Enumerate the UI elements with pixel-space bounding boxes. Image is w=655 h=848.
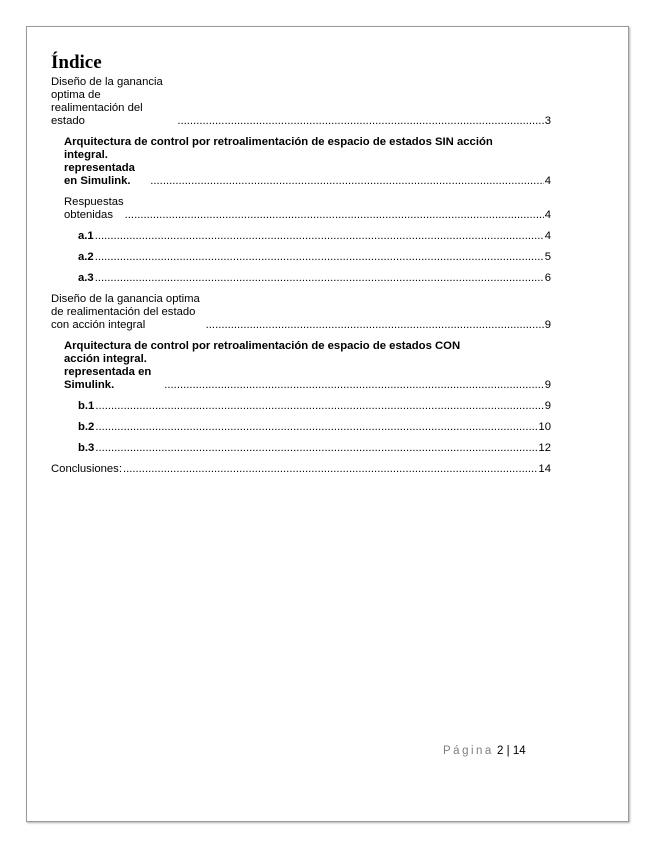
toc-entry-a2[interactable]	[51, 251, 551, 264]
page-footer	[443, 745, 526, 757]
toc-entry-a1[interactable]	[51, 230, 551, 243]
toc-title: Índice	[51, 52, 102, 73]
toc-entry-page: 12	[538, 442, 551, 454]
toc-leader-dots	[95, 442, 537, 455]
toc-entry-arquitectura-con[interactable]	[51, 340, 551, 392]
toc-entry-text: a.3	[78, 272, 94, 284]
toc-entry-respuestas[interactable]	[51, 196, 551, 222]
toc-entry-text-line1: Arquitectura de control por retroalimentación de espacio de estados SIN acción	[64, 136, 493, 148]
toc-entry-text: b.3	[78, 442, 95, 454]
toc-entry-page: 10	[538, 421, 551, 433]
toc-leader-dots	[206, 319, 544, 332]
table-of-contents	[51, 52, 551, 484]
toc-entry-text-line1: Arquitectura de control por retroalimentación de espacio de estados CON	[64, 340, 461, 352]
toc-entry-b1[interactable]	[51, 400, 551, 413]
toc-entry-text-line2: integral. representada en Simulink.	[64, 149, 135, 187]
toc-entry-text: Conclusiones:	[51, 463, 122, 475]
toc-entry-page: 14	[538, 463, 551, 475]
footer-page-number: 2	[497, 745, 504, 757]
toc-leader-dots	[95, 251, 544, 264]
toc-entry-diseno-integral[interactable]	[51, 293, 551, 332]
toc-entry-text: Respuestas obtenidas	[64, 196, 124, 221]
toc-entry-b3[interactable]	[51, 442, 551, 455]
toc-entry-page: 4	[544, 230, 551, 242]
toc-entry-text: Diseño de la ganancia optima de realimentación del estado con acción integral	[51, 293, 200, 331]
toc-leader-dots	[150, 175, 543, 188]
toc-leader-dots	[125, 209, 544, 222]
toc-entry-conclusiones[interactable]	[51, 463, 551, 476]
toc-leader-dots	[164, 379, 543, 392]
toc-entry-text-line2: acción integral. representada en Simulink.	[64, 353, 152, 391]
toc-leader-dots	[95, 400, 543, 413]
footer-separator: |	[506, 745, 510, 757]
toc-entry-text: Diseño de la ganancia optima de realimentación del estado	[51, 76, 163, 127]
toc-entry-a3[interactable]	[51, 272, 551, 285]
toc-entry-text: a.1	[78, 230, 94, 242]
toc-entry-page: 6	[544, 272, 551, 284]
toc-entry-page: 9	[544, 400, 551, 412]
footer-page-label: Página	[443, 745, 494, 757]
toc-entry-text: b.2	[78, 421, 95, 433]
toc-entry-page: 9	[544, 319, 551, 331]
toc-entry-text: a.2	[78, 251, 94, 263]
toc-entry-page: 5	[544, 251, 551, 263]
toc-leader-dots	[177, 115, 543, 128]
toc-entry-page: 3	[544, 115, 551, 127]
toc-leader-dots	[95, 421, 537, 434]
toc-entry-diseno-ganancia[interactable]	[51, 76, 551, 128]
toc-entry-text: b.1	[78, 400, 95, 412]
toc-leader-dots	[95, 272, 544, 285]
toc-leader-dots	[95, 230, 544, 243]
toc-entry-page: 9	[544, 379, 551, 391]
toc-entry-arquitectura-sin[interactable]	[51, 136, 551, 188]
toc-entry-page: 4	[544, 209, 551, 221]
toc-leader-dots	[123, 463, 537, 476]
toc-entry-page: 4	[544, 175, 551, 187]
footer-page-total: 14	[512, 745, 526, 757]
toc-entry-b2[interactable]	[51, 421, 551, 434]
